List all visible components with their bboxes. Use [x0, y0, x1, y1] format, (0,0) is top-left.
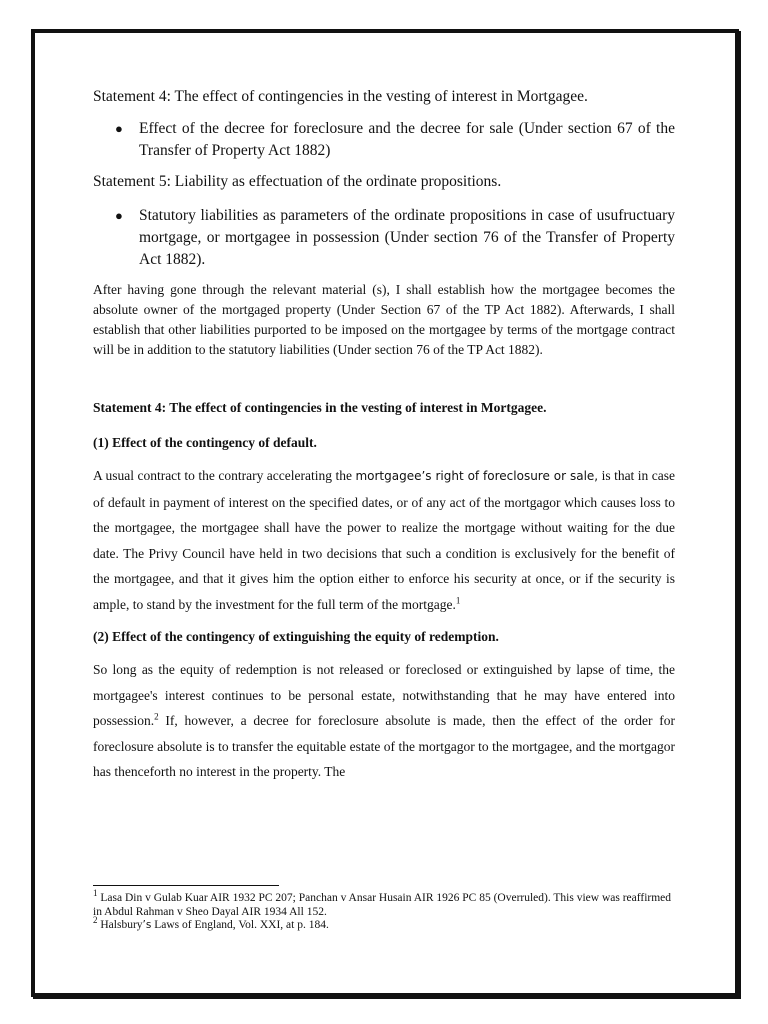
bullet-icon: ● — [115, 208, 123, 223]
statement-4-heading: Statement 4: The effect of contingencies in the vesting of interest in Mortgagee. — [93, 88, 588, 105]
page-content — [93, 86, 675, 785]
subheading-equity: (2) Effect of the contingency of extinguishing the equity of redemption. — [93, 629, 499, 644]
paragraph-default — [93, 463, 675, 617]
paragraph-default-sans: mortgagee’s right of foreclosure or sale, — [355, 469, 599, 483]
footnote-2-number: 2 — [93, 915, 98, 926]
footnote-2-text-c: Laws of England, Vol. XXI, at p. 184. — [151, 919, 329, 931]
paragraph-default-rest: is that in case of default in payment of interest on the specified dates, or of any act of the mortgagor which causes loss to the mortgagee, the mortgagee shall have the power to realize the mortgage without waiting for the due date. The Privy Council have held in two decisions that such a condition is exclusively for the benefit of the mortgagee, and that it gives him the option either to enforce his security at once, or if the security is ample, to stand by the investment for the full term of the mortgage. — [93, 468, 675, 612]
paragraph-equity — [93, 657, 675, 785]
intro-paragraph: After having gone through the relevant material (s), I shall establish how the mortgagee becomes the absolute owner of the mortgaged property (Under Section 67 of the TP Act 1882). Afterwards, I shall establish that other liabilities purported to be imposed on the mortgagee by terms of the mortgage contract will be in addition to the statutory liabilities (Under section 76 of the TP Act 1882). — [93, 282, 675, 357]
footnote-ref-2: 2 — [154, 711, 159, 722]
footnote-2 — [93, 915, 675, 933]
subheading-default: (1) Effect of the contingency of default. — [93, 435, 317, 450]
bullet-icon: ● — [115, 121, 123, 136]
bullet-item-decree — [115, 118, 675, 162]
footnotes — [93, 888, 675, 933]
bullet-item-liabilities — [115, 205, 675, 271]
section-heading: Statement 4: The effect of contingencies in the vesting of interest in Mortgagee. — [93, 400, 547, 415]
footnote-ref-1: 1 — [455, 595, 461, 605]
paragraph-default-start: A usual contract to the contrary accelerating the — [93, 468, 356, 483]
footnote-2-text-b: ’s — [142, 919, 152, 931]
footnote-1-number: 1 — [93, 888, 98, 899]
bullet-text-liabilities: Statutory liabilities as parameters of the ordinate propositions in case of usufructuary mortgage, or mortgagee in possession (Under section 76 of the Transfer of Property Act 1882). — [139, 207, 675, 268]
footnote-separator — [93, 885, 279, 886]
bullet-text-decree: Effect of the decree for foreclosure and the decree for sale (Under section 67 of the Transfer of Property Act 1882) — [139, 120, 675, 159]
paragraph-equity-rest: If, however, a decree for foreclosure absolute is made, then the effect of the order for foreclosure absolute is to transfer the equitable estate of the mortgagor to the mortgagee, and the mortgagor has thenceforth no interest in the property. The — [93, 713, 675, 779]
footnote-1 — [93, 888, 675, 919]
statement-5-heading: Statement 5: Liability as effectuation of the ordinate propositions. — [93, 173, 502, 190]
paragraph-equity-start: So long as the equity of redemption is not released or foreclosed or extinguished by lapse of time, the mortgagee's interest continues to be personal estate, notwithstanding that he may have entered into possession. — [93, 662, 675, 728]
footnote-1-text: Lasa Din v Gulab Kuar AIR 1932 PC 207; Panchan v Ansar Husain AIR 1926 PC 85 (Overruled). This view was reaffirmed in Abdul Rahman v Sheo Dayal AIR 1934 All 152. — [93, 892, 672, 918]
footnote-2-text-a: Halsbury — [97, 919, 143, 931]
